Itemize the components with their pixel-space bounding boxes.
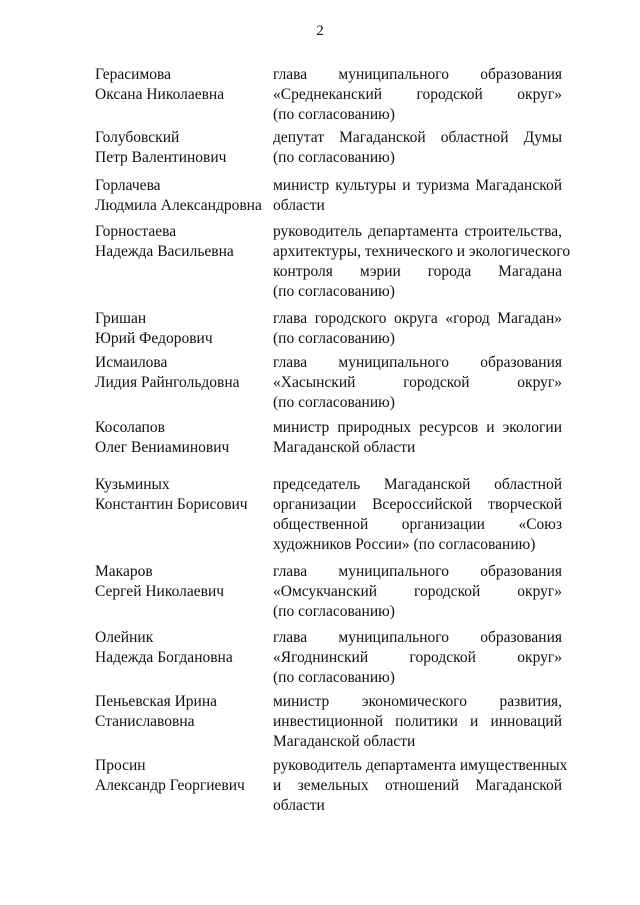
role-line: инвестиционной политики и инноваций bbox=[273, 713, 562, 730]
role-line: и земельных отношений Магаданской bbox=[273, 777, 562, 794]
member-name bbox=[95, 475, 270, 515]
role-line: (по согласованию) bbox=[273, 394, 395, 411]
member-surname: Пеньевская Ирина bbox=[95, 693, 218, 710]
member-given-names: Людмила Александровна bbox=[95, 197, 262, 214]
member-name bbox=[95, 222, 270, 262]
page-number: 2 bbox=[316, 23, 324, 39]
role-line: министр природных ресурсов и экологии bbox=[273, 419, 562, 436]
member-role bbox=[273, 309, 562, 349]
member-surname: Гришан bbox=[95, 310, 147, 327]
member-name bbox=[95, 628, 270, 668]
member-given-names: Александр Георгиевич bbox=[95, 777, 245, 794]
member-name bbox=[95, 692, 270, 732]
member-surname: Просин bbox=[95, 757, 146, 774]
role-line: области bbox=[273, 797, 325, 814]
member-given-names: Надежда Васильевна bbox=[95, 243, 234, 260]
member-role bbox=[273, 756, 568, 816]
member-given-names: Оксана Николаевна bbox=[95, 86, 225, 103]
member-given-names: Петр Валентинович bbox=[95, 149, 227, 166]
member-surname: Исмаилова bbox=[95, 354, 168, 371]
member-role bbox=[273, 65, 562, 125]
role-line: контроля мэрии города Магадана bbox=[273, 263, 562, 280]
role-line: (по согласованию) bbox=[273, 669, 395, 686]
role-line: Магаданской области bbox=[273, 439, 416, 456]
role-line: «Омсукчанский городской округ» bbox=[273, 583, 562, 600]
member-surname: Кузьминых bbox=[95, 476, 170, 493]
member-surname: Голубовский bbox=[95, 129, 180, 146]
member-role bbox=[273, 222, 571, 302]
member-given-names: Олег Вениаминович bbox=[95, 439, 230, 456]
role-line: (по согласованию) bbox=[273, 149, 395, 166]
role-line: глава муниципального образования bbox=[273, 66, 562, 83]
role-line: художников России» (по согласованию) bbox=[273, 536, 536, 553]
role-line: глава муниципального образования bbox=[273, 629, 562, 646]
role-line: Магаданской области bbox=[273, 733, 416, 750]
member-role bbox=[273, 692, 562, 752]
role-line: области bbox=[273, 197, 325, 214]
member-role bbox=[273, 562, 562, 622]
role-line: (по согласованию) bbox=[273, 106, 395, 123]
role-line: «Хасынский городской округ» bbox=[273, 374, 562, 391]
role-line: председатель Магаданской областной bbox=[273, 476, 562, 493]
member-role bbox=[273, 176, 562, 216]
role-line: «Ягоднинский городской округ» bbox=[273, 649, 562, 666]
role-line: глава муниципального образования bbox=[273, 354, 562, 371]
member-surname: Олейник bbox=[95, 629, 154, 646]
member-name bbox=[95, 176, 270, 216]
member-given-names: Константин Борисович bbox=[95, 496, 248, 513]
role-line: (по согласованию) bbox=[273, 603, 395, 620]
role-line: «Среднеканский городской округ» bbox=[273, 86, 562, 103]
member-given-names: Лидия Райнгольдовна bbox=[95, 374, 240, 391]
member-name bbox=[95, 353, 270, 393]
member-surname: Герасимова bbox=[95, 66, 172, 83]
member-name bbox=[95, 65, 270, 105]
member-role bbox=[273, 128, 562, 168]
role-line: (по согласованию) bbox=[273, 283, 395, 300]
role-line: глава муниципального образования bbox=[273, 563, 562, 580]
member-name bbox=[95, 309, 270, 349]
member-surname: Косолапов bbox=[95, 419, 165, 436]
role-line: архитектуры, технического и экологического bbox=[273, 243, 571, 260]
role-line: депутат Магаданской областной Думы bbox=[273, 129, 562, 146]
member-name bbox=[95, 418, 270, 458]
member-surname: Горлачева bbox=[95, 177, 161, 194]
member-given-names: Станиславовна bbox=[95, 713, 195, 730]
member-name bbox=[95, 128, 270, 168]
member-given-names: Сергей Николаевич bbox=[95, 583, 225, 600]
member-role bbox=[273, 418, 562, 458]
member-name bbox=[95, 562, 270, 602]
role-line: руководитель департамента строительства, bbox=[273, 223, 562, 240]
role-line: общественной организации «Союз bbox=[273, 516, 562, 533]
member-surname: Макаров bbox=[95, 563, 153, 580]
member-given-names: Юрий Федорович bbox=[95, 330, 213, 347]
role-line: (по согласованию) bbox=[273, 330, 395, 347]
member-role bbox=[273, 628, 562, 688]
role-line: министр экономического развития, bbox=[273, 693, 562, 710]
member-given-names: Надежда Богдановна bbox=[95, 649, 233, 666]
role-line: организации Всероссийской творческой bbox=[273, 496, 562, 513]
member-role bbox=[273, 353, 562, 413]
member-role bbox=[273, 475, 562, 555]
role-line: руководитель департамента имущественных bbox=[273, 757, 568, 774]
role-line: глава городского округа «город Магадан» bbox=[273, 310, 562, 327]
role-line: министр культуры и туризма Магаданской bbox=[273, 177, 562, 194]
member-name bbox=[95, 756, 270, 796]
member-surname: Горностаева bbox=[95, 223, 177, 240]
